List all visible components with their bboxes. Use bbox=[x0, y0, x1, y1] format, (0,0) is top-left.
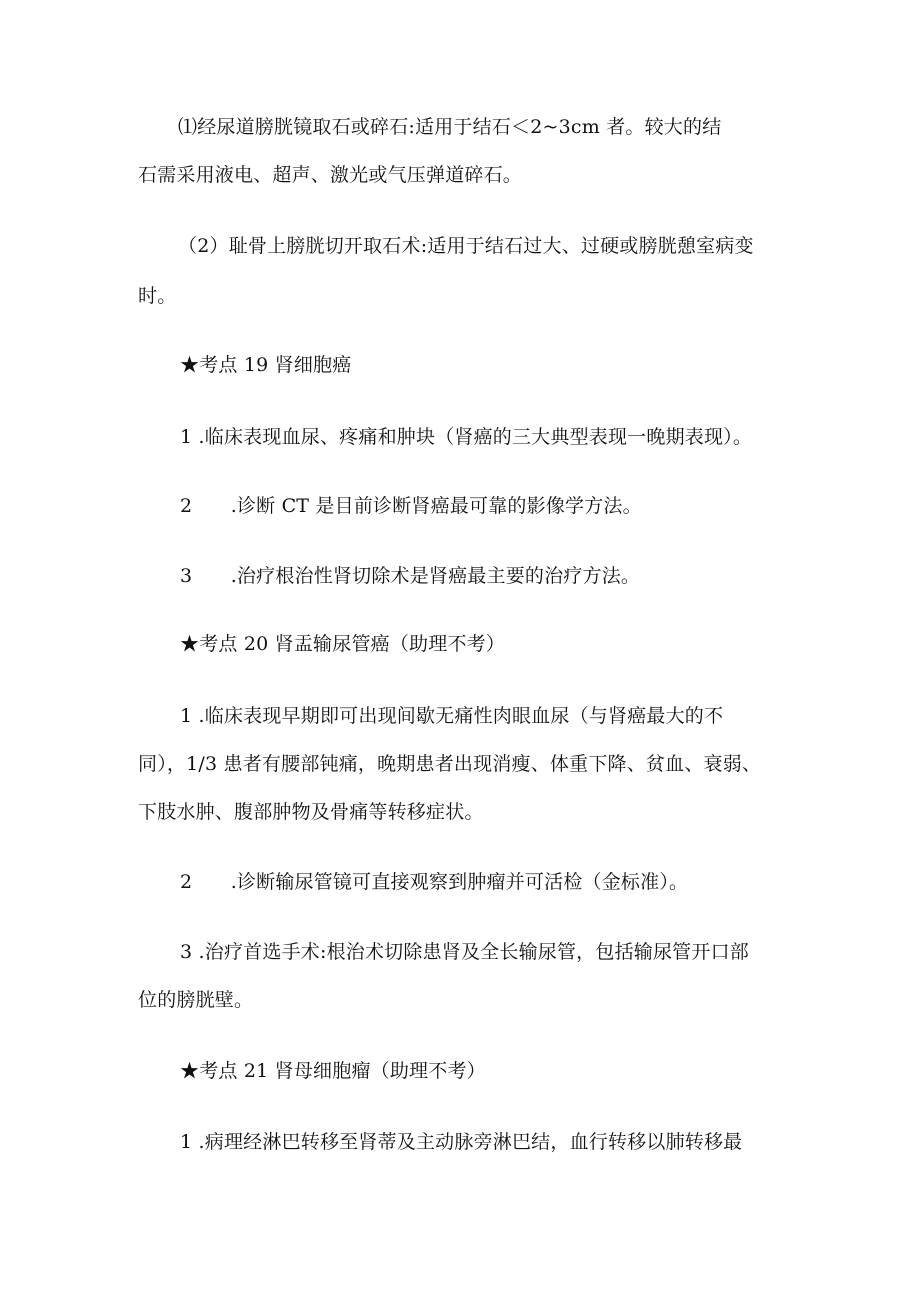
paragraph-line: 时。 bbox=[138, 285, 177, 307]
list-item: 3 .治疗首选手术:根治术切除患肾及全长输尿管，包括输尿管开口部 bbox=[180, 941, 749, 963]
list-item: 1 .临床表现血尿、疼痛和肿块（肾癌的三大典型表现一晚期表现）。 bbox=[180, 426, 753, 448]
list-item: 1 .临床表现早期即可出现间歇无痛性肉眼血尿（与肾癌最大的不 bbox=[180, 705, 724, 727]
paragraph-line: （2）耻骨上膀胱切开取石术:适用于结石过大、过硬或膀胱憩室病变 bbox=[178, 235, 754, 257]
list-item: 2 .诊断输尿管镜可直接观察到肿瘤并可活检（金标准）。 bbox=[180, 871, 689, 893]
section-heading: ★考点 20 肾盂输尿管癌（助理不考） bbox=[180, 633, 506, 655]
paragraph-line: 位的膀胱壁。 bbox=[138, 989, 254, 1011]
paragraph-line: 下肢水肿、腹部肿物及骨痛等转移症状。 bbox=[138, 801, 484, 823]
list-item: 1 .病理经淋巴转移至肾蒂及主动脉旁淋巴结，血行转移以肺转移最 bbox=[180, 1131, 743, 1153]
paragraph-line: ⑴经尿道膀胱镜取石或碎石:适用于结石＜2~3cm 者。较大的结 bbox=[178, 116, 722, 138]
section-heading: ★考点 19 肾细胞癌 bbox=[180, 354, 352, 376]
section-heading: ★考点 21 肾母细胞瘤（助理不考） bbox=[180, 1060, 486, 1082]
list-item: 3 .治疗根治性肾切除术是肾癌最主要的治疗方法。 bbox=[180, 565, 641, 587]
paragraph-line: 同），1/3 患者有腰部钝痛，晚期患者出现消瘦、体重下降、贫血、衰弱、 bbox=[138, 753, 762, 775]
paragraph-line: 石需采用液电、超声、激光或气压弹道碎石。 bbox=[138, 164, 523, 186]
list-item: 2 .诊断 CT 是目前诊断肾癌最可靠的影像学方法。 bbox=[180, 495, 642, 517]
